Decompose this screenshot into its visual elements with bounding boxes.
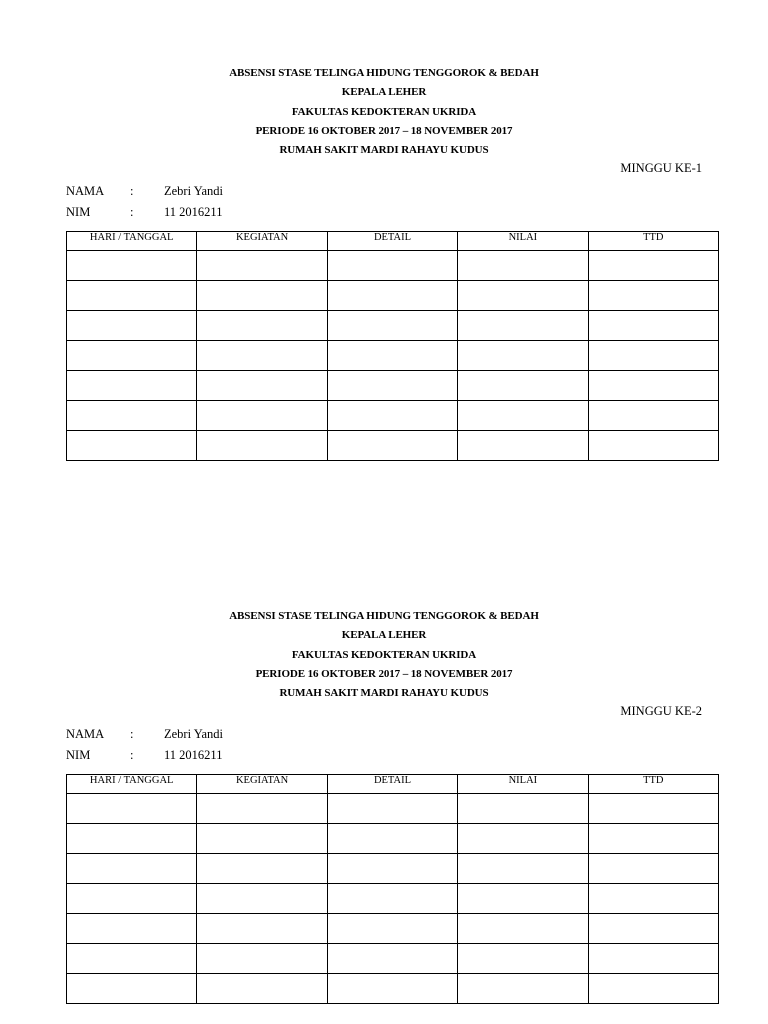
cell-detail	[327, 281, 457, 311]
cell-detail	[327, 944, 457, 974]
cell-detail	[327, 401, 457, 431]
nim-row	[66, 202, 223, 223]
heading-line-5: RUMAH SAKIT MARDI RAHAYU KUDUS	[279, 144, 489, 157]
attendance-sheet-week-2	[0, 607, 768, 786]
table-row	[67, 401, 719, 431]
cell-signature	[588, 341, 718, 371]
column-header-date: HARI / TANGGAL	[67, 775, 197, 794]
name-separator: :	[130, 184, 134, 198]
cell-signature	[588, 974, 718, 1004]
cell-activity	[197, 251, 327, 281]
table-header-row	[67, 775, 719, 794]
cell-date	[67, 914, 197, 944]
table-row	[67, 884, 719, 914]
table-header-row	[67, 232, 719, 251]
cell-detail	[327, 854, 457, 884]
nim-separator: :	[130, 205, 134, 219]
cell-activity	[197, 824, 327, 854]
column-header-signature: TTD	[588, 232, 718, 251]
cell-score	[458, 884, 588, 914]
name-row	[66, 181, 223, 202]
cell-date	[67, 974, 197, 1004]
sheet-heading	[0, 64, 768, 160]
week-label: MINGGU KE-2	[620, 704, 702, 718]
cell-detail	[327, 794, 457, 824]
nim-value: 11 2016211	[164, 205, 223, 219]
nim-separator: :	[130, 748, 134, 762]
cell-score	[458, 341, 588, 371]
cell-signature	[588, 401, 718, 431]
cell-score	[458, 914, 588, 944]
cell-date	[67, 854, 197, 884]
column-header-score: NILAI	[458, 775, 588, 794]
cell-detail	[327, 974, 457, 1004]
cell-activity	[197, 884, 327, 914]
cell-score	[458, 251, 588, 281]
nim-label: NIM	[66, 205, 91, 219]
table-row	[67, 854, 719, 884]
table-row	[67, 974, 719, 1004]
cell-score	[458, 944, 588, 974]
cell-signature	[588, 794, 718, 824]
name-label: NAMA	[66, 727, 105, 741]
heading-line-1: ABSENSI STASE TELINGA HIDUNG TENGGOROK & BEDAH	[229, 67, 539, 79]
cell-signature	[588, 251, 718, 281]
table-row	[67, 341, 719, 371]
cell-activity	[197, 401, 327, 431]
name-value: Zebri Yandi	[164, 184, 224, 198]
name-row	[66, 724, 223, 745]
table-row	[67, 794, 719, 824]
student-info	[66, 181, 223, 223]
name-label: NAMA	[66, 184, 105, 198]
cell-score	[458, 371, 588, 401]
column-header-score: NILAI	[458, 232, 588, 251]
table-row	[67, 944, 719, 974]
cell-signature	[588, 854, 718, 884]
column-header-signature: TTD	[588, 775, 718, 794]
week-label: MINGGU KE-1	[620, 161, 702, 175]
table-row	[67, 914, 719, 944]
table-row	[67, 251, 719, 281]
cell-date	[67, 431, 197, 461]
cell-date	[67, 944, 197, 974]
cell-activity	[197, 944, 327, 974]
heading-line-2: KEPALA LEHER	[341, 86, 427, 99]
column-header-detail: DETAIL	[327, 232, 457, 251]
cell-score	[458, 824, 588, 854]
cell-date	[67, 794, 197, 824]
cell-activity	[197, 794, 327, 824]
cell-activity	[197, 974, 327, 1004]
cell-date	[67, 884, 197, 914]
table-row	[67, 431, 719, 461]
cell-date	[67, 371, 197, 401]
cell-detail	[327, 824, 457, 854]
table-body	[67, 251, 719, 461]
cell-signature	[588, 311, 718, 341]
cell-date	[67, 251, 197, 281]
cell-signature	[588, 281, 718, 311]
column-header-detail: DETAIL	[327, 775, 457, 794]
student-info	[66, 724, 223, 766]
heading-line-4: PERIODE 16 OKTOBER 2017 – 18 NOVEMBER 2017	[255, 667, 513, 680]
cell-date	[67, 401, 197, 431]
cell-score	[458, 854, 588, 884]
name-value: Zebri Yandi	[164, 727, 224, 741]
nim-row	[66, 745, 223, 766]
table-body	[67, 794, 719, 1004]
cell-activity	[197, 281, 327, 311]
column-header-date: HARI / TANGGAL	[67, 232, 197, 251]
cell-activity	[197, 311, 327, 341]
cell-detail	[327, 431, 457, 461]
heading-line-5: RUMAH SAKIT MARDI RAHAYU KUDUS	[279, 687, 489, 700]
cell-activity	[197, 431, 327, 461]
cell-score	[458, 431, 588, 461]
cell-signature	[588, 884, 718, 914]
cell-date	[67, 824, 197, 854]
cell-score	[458, 311, 588, 341]
table-row	[67, 371, 719, 401]
heading-line-1: ABSENSI STASE TELINGA HIDUNG TENGGOROK & BEDAH	[229, 610, 539, 622]
cell-detail	[327, 884, 457, 914]
cell-signature	[588, 914, 718, 944]
cell-activity	[197, 854, 327, 884]
table-row	[67, 281, 719, 311]
cell-activity	[197, 341, 327, 371]
column-header-activity: KEGIATAN	[197, 775, 327, 794]
name-separator: :	[130, 727, 134, 741]
table-row	[67, 311, 719, 341]
cell-activity	[197, 371, 327, 401]
cell-signature	[588, 371, 718, 401]
attendance-table	[66, 231, 719, 461]
cell-score	[458, 401, 588, 431]
cell-detail	[327, 251, 457, 281]
nim-label: NIM	[66, 748, 91, 762]
cell-detail	[327, 914, 457, 944]
cell-detail	[327, 371, 457, 401]
cell-signature	[588, 944, 718, 974]
cell-signature	[588, 824, 718, 854]
heading-line-4: PERIODE 16 OKTOBER 2017 – 18 NOVEMBER 2017	[255, 124, 513, 137]
cell-signature	[588, 431, 718, 461]
heading-line-3: FAKULTAS KEDOKTERAN UKRIDA	[291, 648, 477, 661]
heading-line-3: FAKULTAS KEDOKTERAN UKRIDA	[291, 105, 477, 118]
cell-activity	[197, 914, 327, 944]
column-header-activity: KEGIATAN	[197, 232, 327, 251]
cell-score	[458, 794, 588, 824]
attendance-sheet-week-1	[0, 64, 768, 243]
cell-score	[458, 281, 588, 311]
sheet-heading	[0, 607, 768, 703]
table-row	[67, 824, 719, 854]
attendance-table	[66, 774, 719, 1004]
cell-date	[67, 281, 197, 311]
cell-detail	[327, 311, 457, 341]
cell-detail	[327, 341, 457, 371]
cell-date	[67, 341, 197, 371]
heading-line-2: KEPALA LEHER	[341, 629, 427, 642]
nim-value: 11 2016211	[164, 748, 223, 762]
cell-date	[67, 311, 197, 341]
cell-score	[458, 974, 588, 1004]
